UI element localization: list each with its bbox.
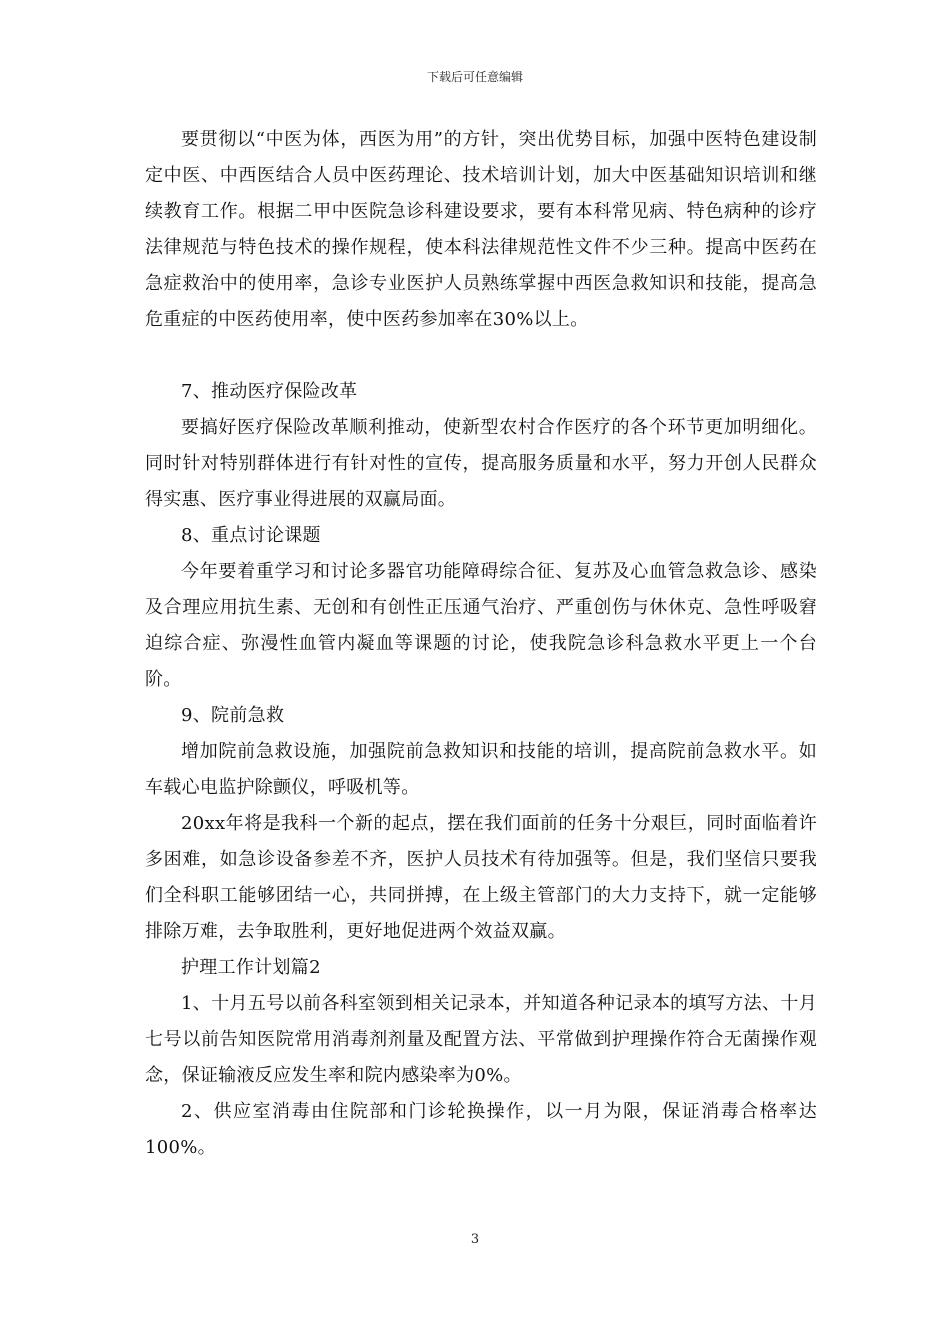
paragraph-year-outlook: 20xx年将是我科一个新的起点，摆在我们面前的任务十分艰巨，同时面临着许多困难，如急诊设备参差不齐，医护人员技术有待加强等。但是，我们坚信只要我们全科职工能够团结一心，共同拼搏，在上级主管部门的大力支持下，就一定能够排除万难，去争取胜利，更好地促进两个效益双赢。 [145, 813, 817, 942]
document-body [145, 122, 817, 1166]
paragraph-key-topics: 今年要着重学习和讨论多器官功能障碍综合征、复苏及心血管急救急诊、感染及合理应用抗生素、无创和有创性正压通气治疗、严重创伤与休休克、急性呼吸窘迫综合症、弥漫性血管内凝血等课题的讨论，使我院急诊科急救水平更上一个台阶。 [145, 561, 817, 690]
paragraph-insurance-reform: 要搞好医疗保险改革顺利推动，使新型农村合作医疗的各个环节更加明细化。同时针对特别群体进行有针对性的宣传，提高服务质量和水平，努力开创人民群众得实惠、医疗事业得进展的双赢局面。 [145, 417, 817, 510]
section-heading-key-topics: 8、重点讨论课题 [181, 525, 321, 546]
page-number: 3 [470, 1232, 480, 1247]
section-heading-prehospital-care: 9、院前急救 [181, 705, 285, 726]
section-title-nursing-plan-2: 护理工作计划篇2 [181, 957, 321, 978]
section-heading-insurance-reform: 7、推动医疗保险改革 [181, 381, 358, 402]
paragraph-prehospital-care: 增加院前急救设施，加强院前急救知识和技能的培训，提高院前急救水平。如车载心电监护除颤仪，呼吸机等。 [145, 741, 817, 798]
page-header: 下载后可任意编辑 [426, 70, 523, 84]
paragraph-nursing-item-2: 2、供应室消毒由住院部和门诊轮换操作，以一月为限，保证消毒合格率达100%。 [145, 1101, 817, 1158]
paragraph-nursing-item-1: 1、十月五号以前各科室领到相关记录本，并知道各种记录本的填写方法、十月七号以前告知医院常用消毒剂剂量及配置方法、平常做到护理操作符合无菌操作观念，保证输液反应发生率和院内感染率为0%。 [145, 993, 817, 1086]
paragraph-tcm-goals: 要贯彻以“中医为体，西医为用”的方针，突出优势目标，加强中医特色建设制定中医、中西医结合人员中医药理论、技术培训计划，加大中医基础知识培训和继续教育工作。根据二甲中医院急诊科建设要求，要有本科常见病、特色病种的诊疗法律规范与特色技术的操作规程，使本科法律规范性文件不少三种。提高中医药在急症救治中的使用率，急诊专业医护人员熟练掌握中西医急救知识和技能，提高急危重症的中医药使用率，使中医药参加率在30%以上。 [145, 129, 817, 330]
